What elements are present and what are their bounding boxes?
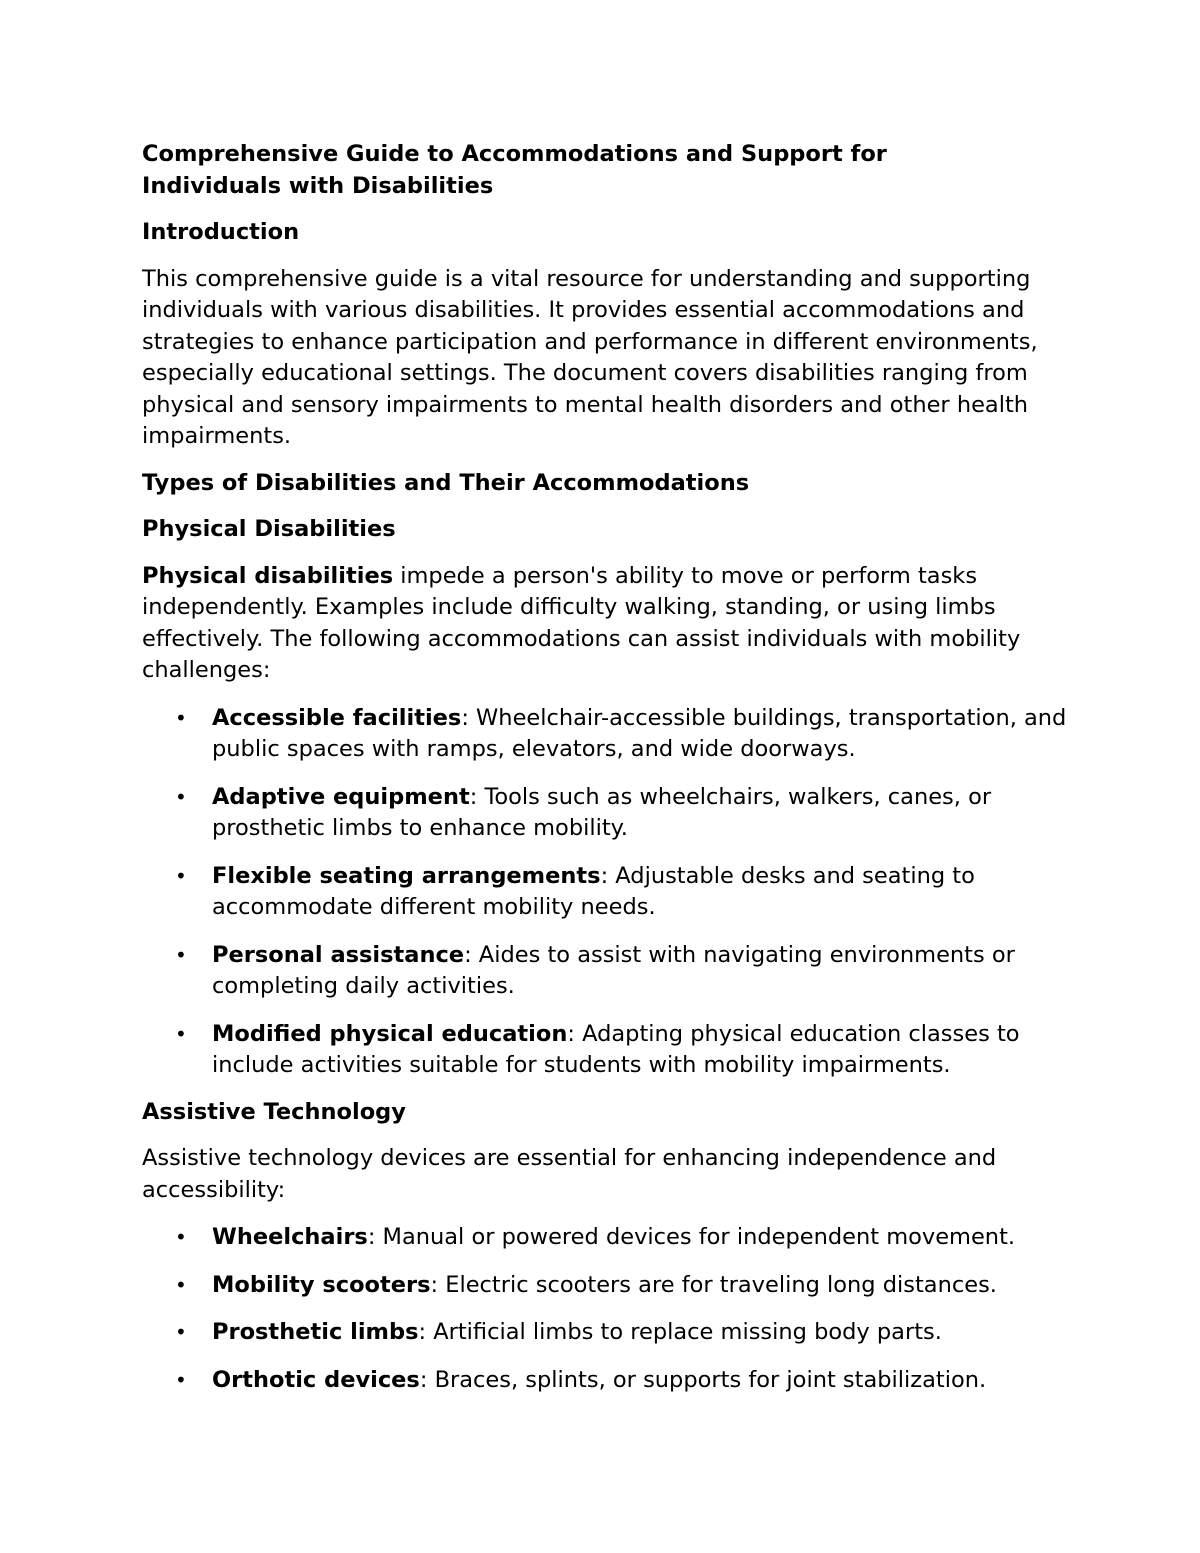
physical-disabilities-term: Physical disabilities — [142, 562, 394, 589]
list-item-term: Wheelchairs — [212, 1224, 368, 1250]
list-item — [142, 1317, 1072, 1349]
list-item — [142, 1019, 1072, 1082]
assistive-technology-heading: Assistive Technology — [142, 1098, 406, 1125]
list-item-desc: : Adapting physical education classes to include activities suitable for students with mobility impairments. — [212, 1020, 1020, 1078]
list-item-term: Personal assistance — [212, 941, 465, 968]
list-item-desc: : Wheelchair-accessible buildings, transportation, and public spaces with ramps, elevators, and wide doorways. — [212, 704, 1067, 762]
physical-disabilities-heading: Physical Disabilities — [142, 516, 396, 542]
list-item-term: Adaptive equipment — [212, 783, 470, 810]
list-item-term: Mobility scooters — [212, 1271, 431, 1298]
list-item — [142, 1222, 1072, 1254]
list-item-desc: : Tools such as wheelchairs, walkers, canes, or prosthetic limbs to enhance mobility. — [212, 783, 992, 841]
physical-disabilities-text: impede a person's ability to move or perform tasks independently. Examples include difficulty walking, standing, or using limbs effectively. The following accommodations can assist individuals with mobility challenges: — [142, 562, 1021, 683]
list-item — [142, 703, 1072, 766]
document-page — [142, 139, 1072, 1396]
physical-disabilities-paragraph — [142, 561, 1072, 687]
list-item-desc: : Adjustable desks and seating to accommodate different mobility needs. — [212, 862, 975, 920]
list-item-term: Prosthetic limbs — [212, 1319, 419, 1345]
bullet-icon: • — [175, 1272, 187, 1297]
bullet-icon: • — [175, 705, 187, 730]
introduction-paragraph: This comprehensive guide is a vital resource for understanding and supporting individuals with various disabilities. It provides essential accommodations and strategies to enhance participation and performance in different environments, especially educational settings. The document covers disabilities ranging from physical and sensory impairments to mental health disorders and other health impairments. — [142, 265, 1038, 449]
list-item — [142, 1270, 1072, 1302]
list-item-term: Orthotic devices — [212, 1366, 420, 1393]
list-item-desc: : Manual or powered devices for independent movement. — [367, 1224, 1016, 1250]
list-item-term: Accessible facilities — [212, 704, 462, 731]
bullet-icon: • — [175, 1367, 187, 1392]
list-item — [142, 861, 1072, 924]
list-item-desc: : Braces, splints, or supports for joint stabilization. — [419, 1366, 987, 1393]
document-title: Comprehensive Guide to Accommodations and Support for Individuals with Disabilities — [142, 141, 887, 199]
bullet-icon: • — [175, 942, 187, 967]
bullet-icon: • — [175, 1021, 187, 1046]
physical-accommodations-list — [142, 703, 1072, 1082]
list-item-desc: : Electric scooters are for traveling long distances. — [430, 1271, 997, 1298]
list-item — [142, 782, 1072, 845]
bullet-icon: • — [175, 1225, 187, 1249]
list-item — [142, 940, 1072, 1003]
list-item-term: Modified physical education — [212, 1020, 568, 1047]
bullet-icon: • — [175, 784, 187, 809]
list-item-term: Flexible seating arrangements — [212, 862, 601, 889]
assistive-technology-paragraph: Assistive technology devices are essential for enhancing independence and accessibility: — [142, 1145, 997, 1203]
bullet-icon: • — [175, 1320, 187, 1344]
list-item — [142, 1365, 1072, 1397]
assistive-technology-list — [142, 1222, 1072, 1396]
list-item-desc: : Aides to assist with navigating environments or completing daily activities. — [212, 941, 1015, 999]
types-heading: Types of Disabilities and Their Accommodations — [142, 469, 750, 496]
bullet-icon: • — [175, 863, 187, 888]
introduction-heading: Introduction — [142, 219, 300, 245]
list-item-desc: : Artificial limbs to replace missing body parts. — [418, 1319, 942, 1345]
